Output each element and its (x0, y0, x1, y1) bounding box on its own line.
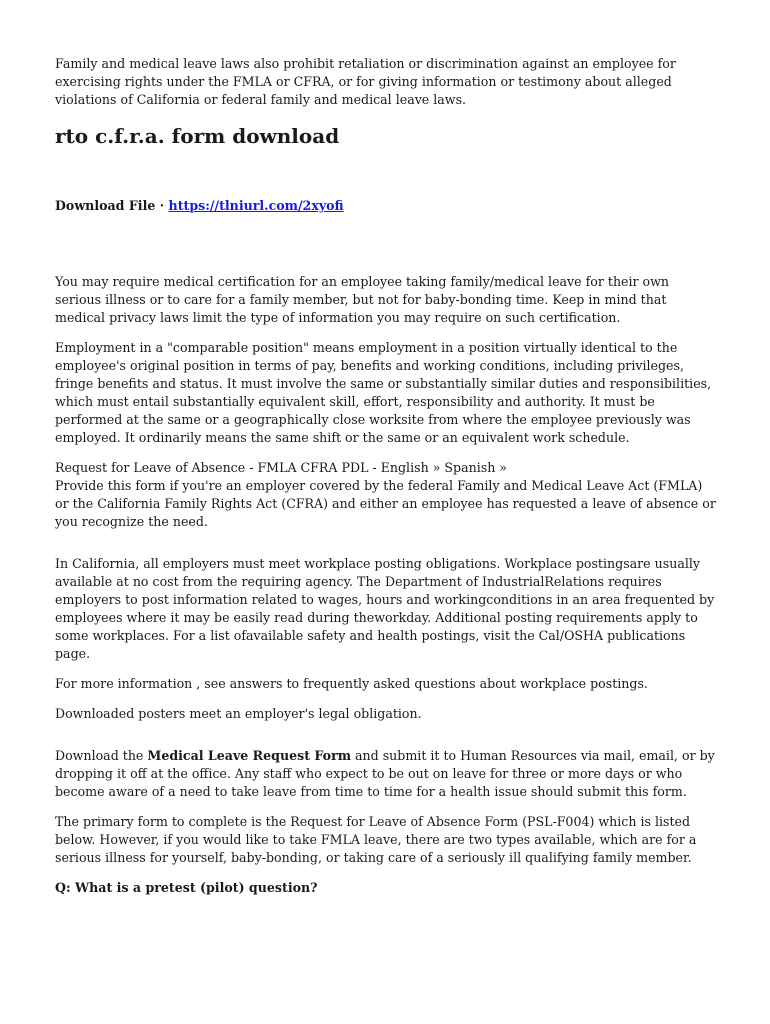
spacer (55, 543, 717, 555)
posters-paragraph: Downloaded posters meet an employer's legal obligation. (55, 706, 422, 721)
download-form-text-pre: Download the (55, 748, 148, 763)
document-page (55, 55, 717, 909)
more-info-paragraph: For more information , see answers to frequently asked questions about workplace postings. (55, 676, 648, 691)
request-leave-line: Request for Leave of Absence - FMLA CFRA PDL - English » Spanish » (55, 460, 508, 475)
download-link[interactable]: https://tlniurl.com/2xyofi (168, 198, 344, 213)
posting-paragraph: In California, all employers must meet workplace posting obligations. Workplace postingsare usually available at no cost from the requiring agency. The Department of IndustrialRelations requires employers to post information related to wages, hours and workingconditions in an area frequented by employees where it may be easily read during theworkday. Additional posting requirements apply to some workplaces. For a list ofavailable safety and health postings, visit the Cal/OSHA publications page. (55, 556, 715, 661)
page-title: rto c.f.r.a. form download (55, 124, 340, 148)
intro-paragraph: Family and medical leave laws also prohibit retaliation or discrimination against an employee for exercising rights under the FMLA or CFRA, or for giving information or testimony about alleged violations of California or federal family and medical leave laws. (55, 56, 676, 107)
spacer (55, 227, 717, 273)
download-line (55, 197, 717, 215)
primary-form-paragraph: The primary form to complete is the Request for Leave of Absence Form (PSL-F004) which is listed below. However, if you would like to take FMLA leave, there are two types available, which are for a serious illness for yourself, baby-bonding, or taking care of a seriously ill qualifying family member. (55, 814, 697, 865)
comparable-position-paragraph: Employment in a "comparable position" means employment in a position virtually identical to the employee's original position in terms of pay, benefits and working conditions, including privileges, fringe benefits and status. It must involve the same or substantially similar duties and responsibilities, which must entail substantially equivalent skill, effort, responsibility and authority. It must be performed at the same or a geographically close worksite from where the employee previously was employed. It ordinarily means the same shift or the same or an equivalent work schedule. (55, 340, 712, 445)
spacer (55, 735, 717, 747)
provide-form-paragraph: Provide this form if you're an employer covered by the federal Family and Medical Leave Act (FMLA) or the California Family Rights Act (CFRA) and either an employee has requested a leave of absence or you recognize the need. (55, 478, 716, 529)
download-form-text-post: and submit it to Human Resources via mail, email, or by dropping it off at the office. Any staff who expect to be out on leave for three or more days or who become aware of a need to take leave from time to time for a health issue should submit this form. (55, 748, 715, 799)
medical-leave-form-name: Medical Leave Request Form (147, 748, 352, 763)
download-form-paragraph (55, 747, 717, 801)
certification-paragraph: You may require medical certification for an employee taking family/medical leave for their own serious illness or to care for a family member, but not for baby-bonding time. Keep in mind that medical privacy laws limit the type of information you may require on such certification. (55, 274, 670, 325)
download-label: Download File · (55, 198, 169, 213)
pretest-question: Q: What is a pretest (pilot) question? (55, 880, 318, 895)
